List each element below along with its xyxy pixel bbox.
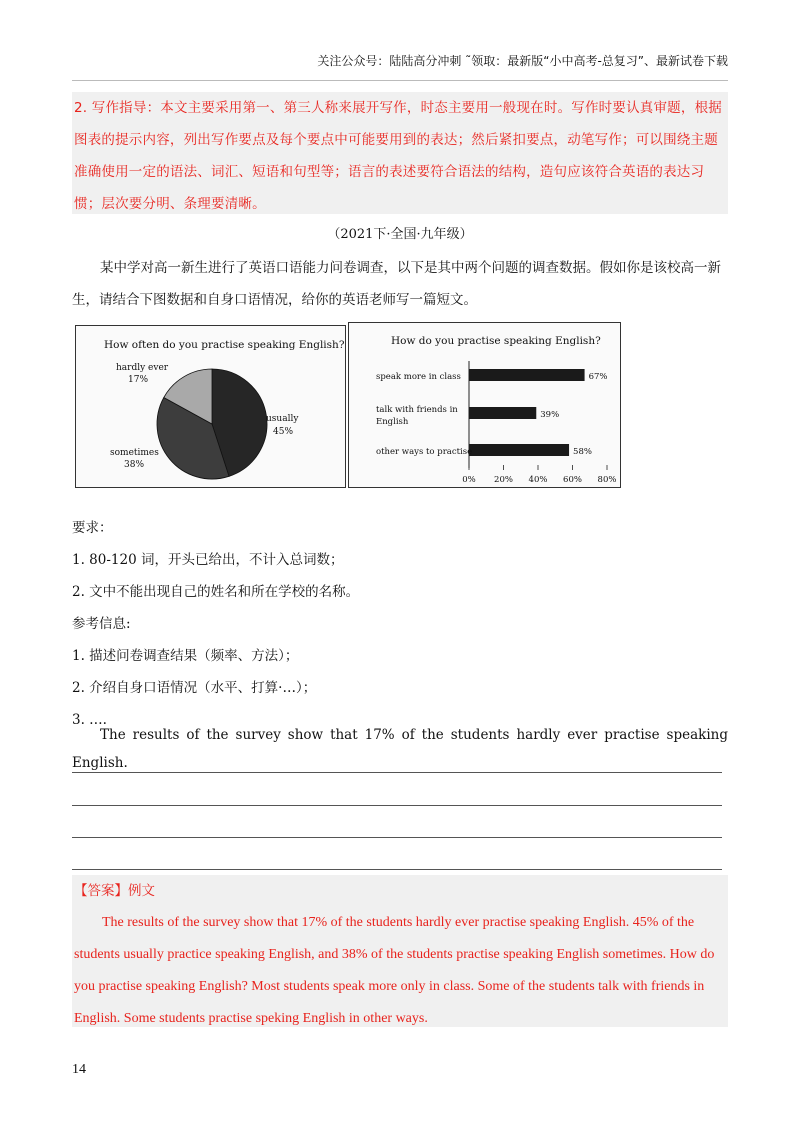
- pie-chart-frequency: [75, 325, 346, 488]
- pie-slice-value: 38%: [124, 460, 145, 470]
- bar-chart-svg: [349, 323, 620, 487]
- bar-category-label: speak more in class: [376, 372, 461, 382]
- reference-heading: 参考信息:: [72, 616, 131, 632]
- writing-line: [72, 772, 722, 773]
- answer-box: [72, 875, 728, 1027]
- bar-x-tick-label: 20%: [494, 475, 513, 485]
- writing-guide-text: 2. 写作指导：本文主要采用第一、第三人称来展开写作，时态主要用一般现在时。写作时要认真审题，根据图表的提示内容，列出写作要点及每个要点中可能要用到的表达；然后紧扣要点，动笔写作；可以围绕主题准确使用一定的语法、词汇、短语和句型等；语言的表述要符合语法的结构，造句应该符合英语的表达习惯；层次要分明、条理要清晰。: [74, 100, 722, 212]
- pie-slice-value: 17%: [128, 375, 149, 385]
- page-number: 14: [72, 1062, 86, 1077]
- page-header: 关注公众号：陆陆高分冲刺 ˜领取：最新版“小中高考-总复习”、最新试卷下载: [317, 54, 728, 68]
- bar-chart-method: [348, 322, 621, 488]
- bar-value-label: 39%: [540, 410, 560, 420]
- reference-item: 3. ….: [72, 712, 107, 728]
- question-intro: [72, 252, 728, 316]
- essay-opening-sentence: The results of the survey show that 17% of the students hardly ever practise speaking English.: [72, 727, 728, 771]
- header-divider: [72, 80, 728, 81]
- requirements-heading: 要求：: [72, 520, 113, 536]
- writing-line: [72, 869, 722, 870]
- bar-x-tick-label: 40%: [528, 475, 548, 485]
- pie-slice-value: 45%: [273, 427, 294, 437]
- bar-x-tick-label: 0%: [462, 475, 476, 485]
- bar-x-tick-label: 80%: [597, 475, 617, 485]
- answer-label: 【答案】例文: [74, 883, 155, 899]
- question-intro-text: 某中学对高一新生进行了英语口语能力问卷调查，以下是其中两个问题的调查数据。假如你是该校高一新生，请结合下图数据和自身口语情况，给你的英语老师写一篇短文。: [72, 260, 721, 308]
- bar-value-label: 58%: [573, 447, 592, 457]
- pie-slice-label: sometimes: [110, 448, 159, 458]
- pie-slice-label: hardly ever: [116, 363, 169, 373]
- bar-x-tick-label: 60%: [563, 475, 582, 485]
- pie-chart-svg: [76, 326, 345, 487]
- bar-value-label: 67%: [588, 372, 608, 382]
- reference-item: 2. 介绍自身口语情况（水平、打算·…）；: [72, 680, 317, 696]
- writing-guide-box: [72, 92, 728, 214]
- bar-1: [469, 369, 585, 381]
- question-source: （2021下·全国·九年级）: [327, 227, 473, 242]
- writing-line: [72, 805, 722, 806]
- reference-item: 1. 描述问卷调查结果（频率、方法）；: [72, 648, 299, 664]
- bar-category-label: other ways to practise: [376, 447, 473, 457]
- bar-category-label: English: [376, 417, 409, 427]
- requirement-item: 2. 文中不能出现自己的姓名和所在学校的名称。: [72, 584, 360, 600]
- pie-slice-label: usually: [266, 414, 299, 424]
- bar-category-label: talk with friends in: [376, 405, 458, 415]
- writing-line: [72, 837, 722, 838]
- bar-2: [469, 407, 536, 419]
- requirements-section: [72, 512, 728, 736]
- bar-chart-title: How do you practise speaking English?: [391, 335, 601, 347]
- pie-chart-title: How often do you practise speaking English?: [104, 339, 345, 351]
- bar-3: [469, 444, 569, 456]
- requirement-item: 1. 80-120 词，开头已给出，不计入总词数；: [72, 552, 344, 568]
- answer-text: The results of the survey show that 17% of the students hardly ever practise speaking English. 45% of the students usually practice speaking English, and 38% of the students practise speaking English sometimes. How do you practise speaking English? Most students speak more only in class. Some of the students talk with friends in English. Some students practise speking English in other ways.: [74, 915, 715, 1026]
